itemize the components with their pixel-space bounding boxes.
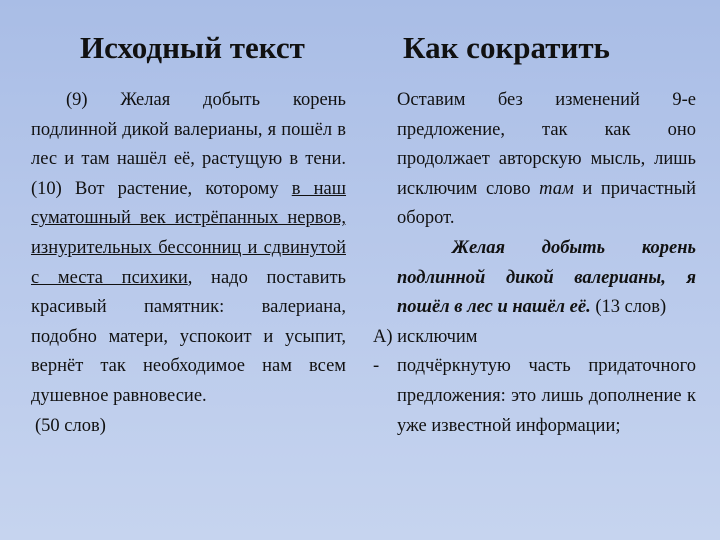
shortened-word-count: (13 слов) xyxy=(590,297,667,318)
list-item-dash xyxy=(373,352,696,441)
shortening-column xyxy=(373,86,696,441)
explanation-part-1: Оставим без изменений 9-е предложение, так как оно продолжает авторскую мысль, лишь исключим слово xyxy=(397,90,696,199)
explanation-part-2: и причастный оборот. xyxy=(397,178,696,229)
right-column-heading: Как сократить xyxy=(403,30,610,65)
dash-marker: - xyxy=(373,356,380,377)
shortened-sentence-paragraph xyxy=(373,234,696,323)
original-text-part-1: (9) Желая добыть корень подлинной дикой валерианы, я пошёл в лес и там нашёл её, растущую в тени. (10) Вот растение, которому xyxy=(31,90,346,199)
explanation-paragraph xyxy=(373,86,696,234)
list-item-a: А) исключим xyxy=(373,326,478,347)
original-text-part-2: , надо поставить красивый памятник: валериана, подобно матери, успокоит и усыпит, вернёт так необходимое нам всем душевное равновесие. xyxy=(31,267,346,406)
dash-item-text: подчёркнутую часть придаточного предложения: это лишь дополнение к уже известной информации; xyxy=(397,356,696,436)
original-word-count: (50 слов) xyxy=(35,415,106,436)
italic-word: там xyxy=(539,178,574,199)
left-column-heading: Исходный текст xyxy=(80,30,305,65)
original-text-column xyxy=(31,86,346,441)
underlined-fragment: в наш суматошный век истрёпанных нервов, изнурительных бессонниц и сдвинутой с места психики xyxy=(31,178,347,288)
shortened-sentence: Желая добыть корень подлинной дикой валерианы, я пошёл в лес и нашёл её. xyxy=(397,237,696,318)
original-text-paragraph xyxy=(31,86,346,412)
